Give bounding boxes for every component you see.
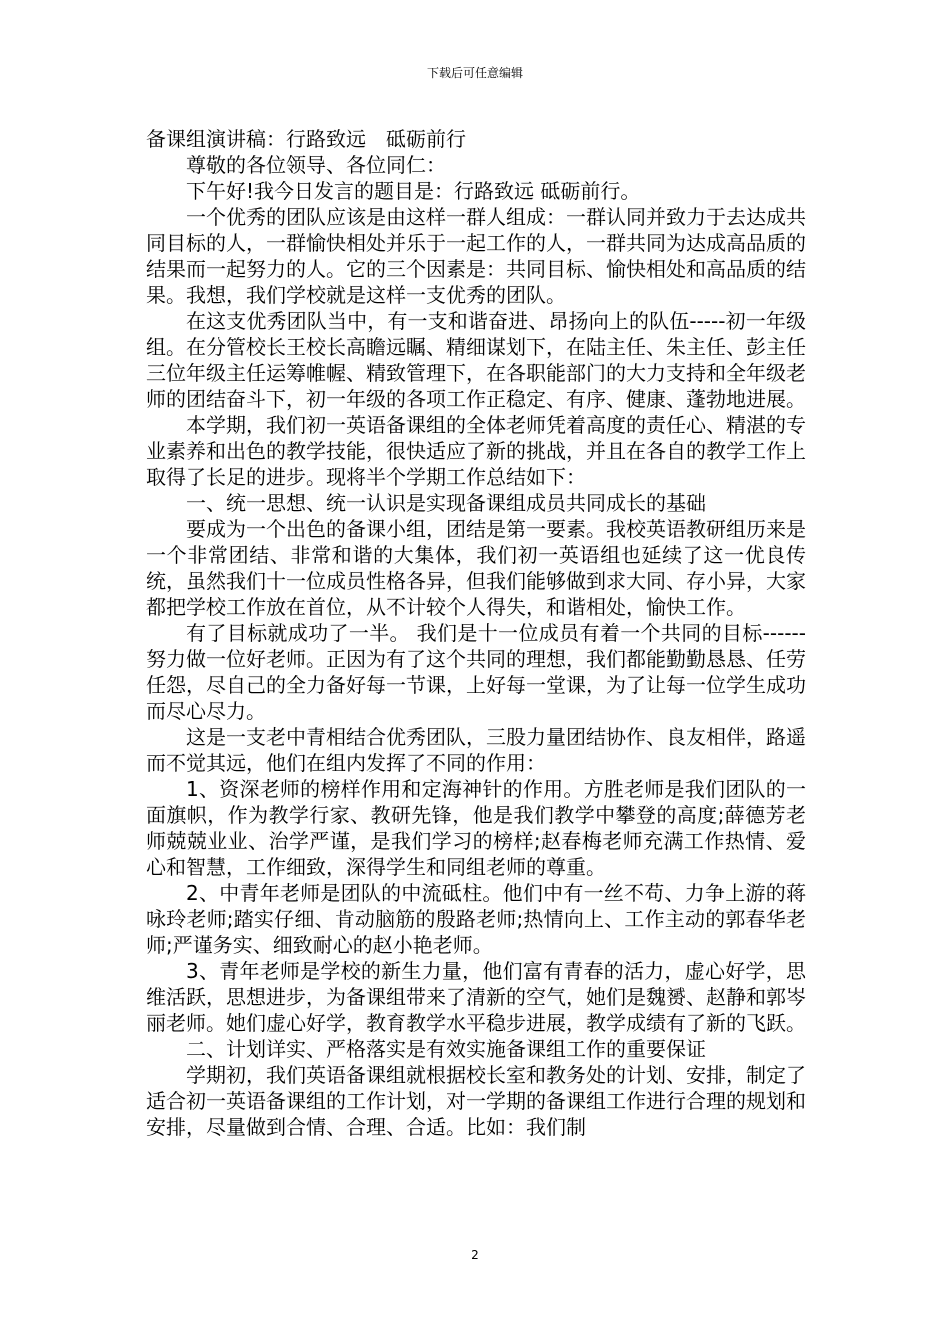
- paragraph: 在这支优秀团队当中，有一支和谐奋进、昂扬向上的队伍-----初一年级组。在分管校长王校长高瞻远瞩、精细谋划下，在陆主任、朱主任、彭主任三位年级主任运筹帷幄、精致管理下，在各职能部门的大力支持和全年级老师的团结奋斗下，初一年级的各项工作正稳定、有序、健康、蓬勃地进展。: [146, 309, 806, 411]
- paragraph: 下午好!我今日发言的题目是：行路致远 砥砺前行。: [186, 179, 641, 203]
- section-heading: 二、计划详实、严格落实是有效实施备课组工作的重要保证: [186, 1037, 706, 1061]
- paragraph: 要成为一个出色的备课小组，团结是第一要素。我校英语教研组历来是一个非常团结、非常和谐的大集体，我们初一英语组也延续了这一优良传统，虽然我们十一位成员性格各异，但我们能够做到求大同、存小异，大家都把学校工作放在首位，从不计较个人得失，和谐相处，愉快工作。: [146, 517, 806, 619]
- document-title: 备课组演讲稿：行路致远 砥砺前行: [146, 127, 466, 151]
- page-number: 2: [471, 1248, 479, 1262]
- paragraph: 这是一支老中青相结合优秀团队，三股力量团结协作、良友相伴，路遥而不觉其远，他们在组内发挥了不同的作用：: [146, 725, 806, 775]
- paragraph: 2、中青年老师是团队的中流砥柱。他们中有一丝不苟、力争上游的蒋咏玲老师;踏实仔细、肯动脑筋的殷路老师;热情向上、工作主动的郭春华老师;严谨务实、细致耐心的赵小艳老师。: [146, 881, 806, 957]
- paragraph: 本学期，我们初一英语备课组的全体老师凭着高度的责任心、精湛的专业素养和出色的教学技能，很快适应了新的挑战，并且在各自的教学工作上取得了长足的进步。现将半个学期工作总结如下：: [146, 413, 806, 489]
- paragraph: 有了目标就成功了一半。 我们是十一位成员有着一个共同的目标------努力做一位好老师。正因为有了这个共同的理想，我们都能勤勤恳恳、任劳任怨，尽自己的全力备好每一节课，上好每一堂课，为了让每一位学生成功而尽心尽力。: [146, 621, 806, 723]
- document-body: [146, 126, 806, 1140]
- paragraph: 学期初，我们英语备课组就根据校长室和教务处的计划、安排，制定了适合初一英语备课组的工作计划，对一学期的备课组工作进行合理的规划和安排，尽量做到合情、合理、合适。比如：我们制: [146, 1063, 806, 1139]
- section-heading: 一、统一思想、统一认识是实现备课组成员共同成长的基础: [186, 491, 706, 515]
- paragraph: 一个优秀的团队应该是由这样一群人组成：一群认同并致力于去达成共同目标的人，一群愉快相处并乐于一起工作的人，一群共同为达成高品质的结果而一起努力的人。它的三个因素是：共同目标、愉快相处和高品质的结果。我想，我们学校就是这样一支优秀的团队。: [146, 205, 806, 307]
- paragraph: 尊敬的各位领导、各位同仁：: [186, 153, 446, 177]
- paragraph: 3、青年老师是学校的新生力量，他们富有青春的活力，虚心好学，思维活跃，思想进步，为备课组带来了清新的空气，她们是魏赟、赵静和郭岑丽老师。她们虚心好学，教育教学水平稳步进展，教学成绩有了新的飞跃。: [146, 959, 806, 1035]
- page-header: 下载后可任意编辑: [426, 66, 523, 80]
- paragraph: 1、资深老师的榜样作用和定海神针的作用。方胜老师是我们团队的一面旗帜，作为教学行家、教研先锋，他是我们教学中攀登的高度;薛德芳老师兢兢业业、治学严谨，是我们学习的榜样;赵春梅老师充满工作热情、爱心和智慧，工作细致，深得学生和同组老师的尊重。: [146, 777, 806, 879]
